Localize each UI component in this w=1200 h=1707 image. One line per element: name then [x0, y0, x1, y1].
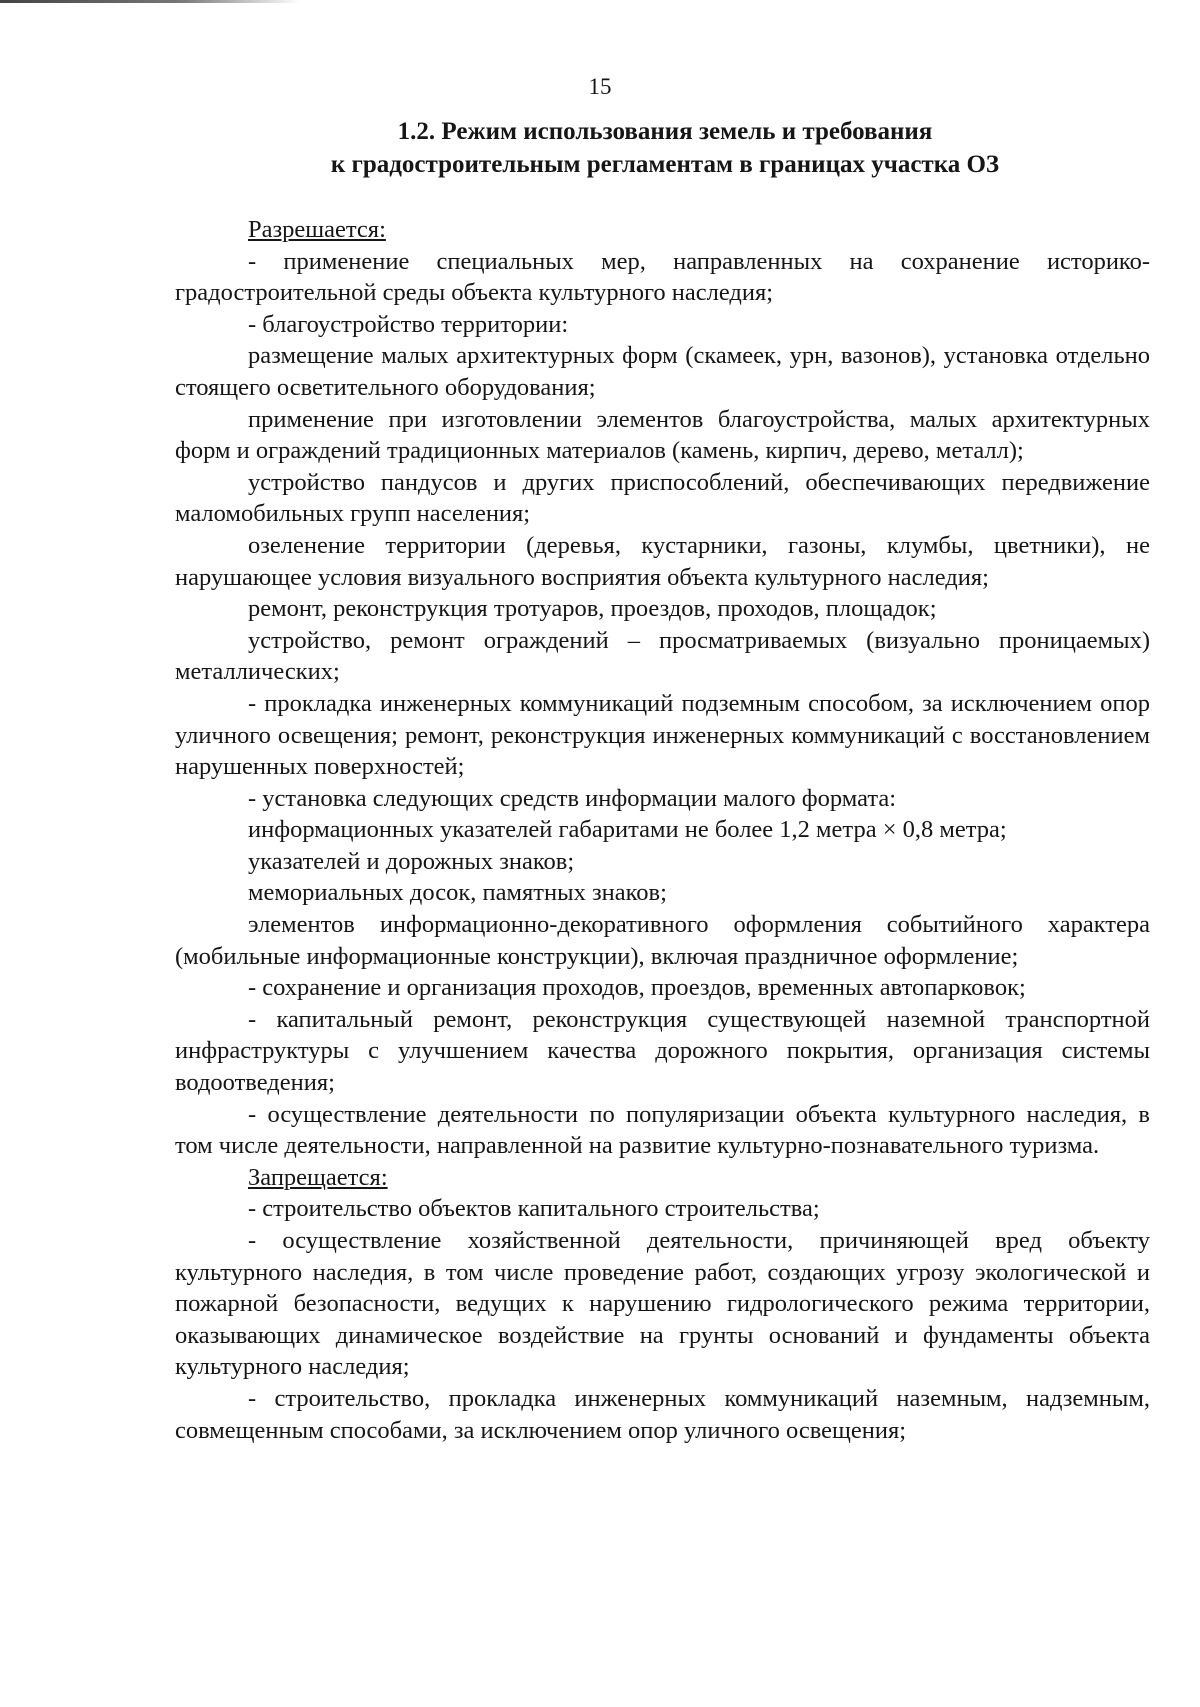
allowed-item: устройство пандусов и других приспособлений, обеспечивающих передвижение маломобильных групп населения;	[175, 468, 1150, 528]
allowed-item: элементов информационно-декоративного оформления событийного характера (мобильные информационные конструкции), включая праздничное оформление;	[175, 911, 1150, 970]
allowed-item: - капитальный ремонт, реконструкция существующей наземной транспортной инфраструктуры с улучшением качества дорожного покрытия, организация системы водоотведения;	[175, 1005, 1150, 1097]
prohibited-item: - осуществление хозяйственной деятельности, причиняющей вред объекту культурного наследия, в том числе проведение работ, создающих угрозу экологической и пожарной безопасности, ведущих к нарушению гидрологического режима территории, оказывающих динамическое воздействие на грунты оснований и фундаменты объекта культурного наследия;	[175, 1227, 1150, 1381]
allowed-item: - осуществление деятельности по популяризации объекта культурного наследия, в том числе деятельности, направленной на развитие культурно-познавательного туризма.	[175, 1100, 1150, 1160]
document-body	[175, 214, 1150, 1446]
prohibited-item: - строительство, прокладка инженерных коммуникаций наземным, надземным, совмещенным способами, за исключением опор уличного освещения;	[175, 1384, 1150, 1444]
page-number: 15	[588, 74, 612, 99]
allowed-item: устройство, ремонт ограждений – просматриваемых (визуально проницаемых) металлических;	[175, 626, 1150, 686]
allowed-item: - установка следующих средств информации малого формата:	[248, 784, 897, 812]
prohibited-heading: Запрещается:	[248, 1163, 388, 1191]
allowed-item: - сохранение и организация проходов, проездов, временных автопарковок;	[248, 974, 1026, 1002]
allowed-item: информационных указателей габаритами не более 1,2 метра × 0,8 метра;	[248, 816, 1007, 844]
allowed-item: мемориальных досок, памятных знаков;	[248, 879, 667, 907]
allowed-item: ремонт, реконструкция тротуаров, проездов, проходов, площадок;	[248, 595, 937, 623]
prohibited-item: - строительство объектов капитального строительства;	[248, 1195, 820, 1223]
allowed-item: озеленение территории (деревья, кустарники, газоны, клумбы, цветники), не нарушающее условия визуального восприятия объекта культурного наследия;	[175, 531, 1150, 591]
allowed-item: - прокладка инженерных коммуникаций подземным способом, за исключением опор уличного освещения; ремонт, реконструкция инженерных коммуникаций с восстановлением нарушенных поверхностей;	[175, 689, 1150, 781]
allowed-item: указателей и дорожных знаков;	[248, 847, 575, 875]
allowed-heading: Разрешается:	[248, 216, 386, 243]
section-title-line-1: 1.2. Режим использования земель и требования	[397, 118, 933, 145]
allowed-item: - применение специальных мер, направленных на сохранение историко-градостроительной среды объекта культурного наследия;	[175, 247, 1150, 307]
allowed-item: размещение малых архитектурных форм (скамеек, урн, вазонов), установка отдельно стоящего осветительного оборудования;	[175, 342, 1150, 401]
section-title-line-2: к градостроительным регламентам в границах участка ОЗ	[330, 151, 1000, 178]
allowed-item: применение при изготовлении элементов благоустройства, малых архитектурных форм и ограждений традиционных материалов (камень, кирпич, дерево, металл);	[175, 405, 1150, 465]
allowed-item: - благоустройство территории:	[248, 310, 569, 338]
section-title	[170, 115, 1160, 181]
scan-edge-mark	[0, 0, 300, 3]
